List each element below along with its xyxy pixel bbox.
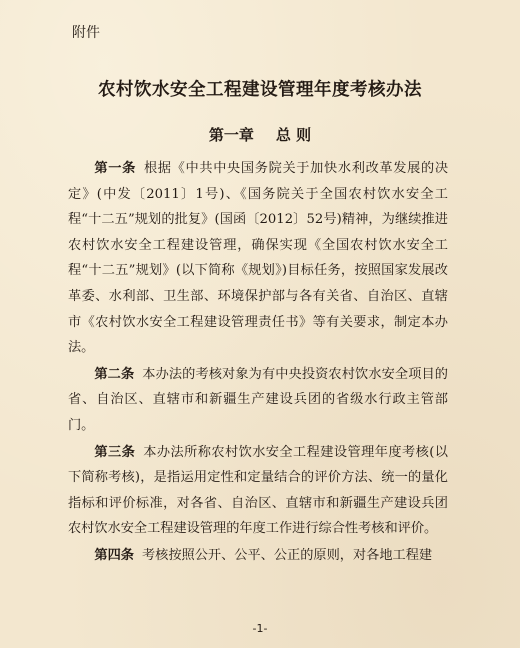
article-4	[68, 543, 448, 569]
article-text: 考核按照公开、公平、公正的原则，对各地工程建	[141, 547, 433, 563]
chapter-number: 第一章	[208, 126, 254, 144]
article-2	[68, 362, 448, 439]
document-title: 农村饮水安全工程建设管理年度考核办法	[98, 80, 422, 100]
article-number: 第四条	[94, 547, 134, 563]
article-3	[68, 440, 448, 542]
article-number: 第一条	[94, 161, 136, 176]
article-number: 第三条	[94, 444, 136, 460]
article-1	[68, 156, 448, 361]
page-number: -1-	[252, 622, 268, 635]
article-text: 根据《中共中央国务院关于加快水利改革发展的决定》(中发〔2011〕1号)、《国务院关于全国农村饮水安全工程“十二五”规划的批复》(国函〔2012〕52号)精神，为继续推进农村饮水安全工程建设管理，确保实现《全国农村饮水安全工程“十二五”规划》(以下简称《规划》)目标任务，按照国家发展改革委、水利部、卫生部、环境保护部与各有关省、自治区、直辖市《农村饮水安全工程建设管理责任书》等有关要求，制定本办法。	[68, 161, 449, 356]
article-text: 本办法的考核对象为有中央投资农村饮水安全项目的省、自治区、直辖市和新疆生产建设兵团的省级水行政主管部门。	[68, 366, 448, 433]
article-text: 本办法所称农村饮水安全工程建设管理年度考核(以下简称考核)，是指运用定性和定量结合的评价方法、统一的量化指标和评价标准，对各省、自治区、直辖市和新疆生产建设兵团农村饮水安全工程建设管理的年度工作进行综合性考核和评价。	[68, 444, 448, 537]
article-number: 第二条	[94, 366, 135, 382]
document-body	[68, 156, 448, 570]
chapter-heading	[0, 124, 520, 145]
attachment-label: 附件	[72, 25, 100, 41]
chapter-name: 总 则	[275, 126, 312, 144]
